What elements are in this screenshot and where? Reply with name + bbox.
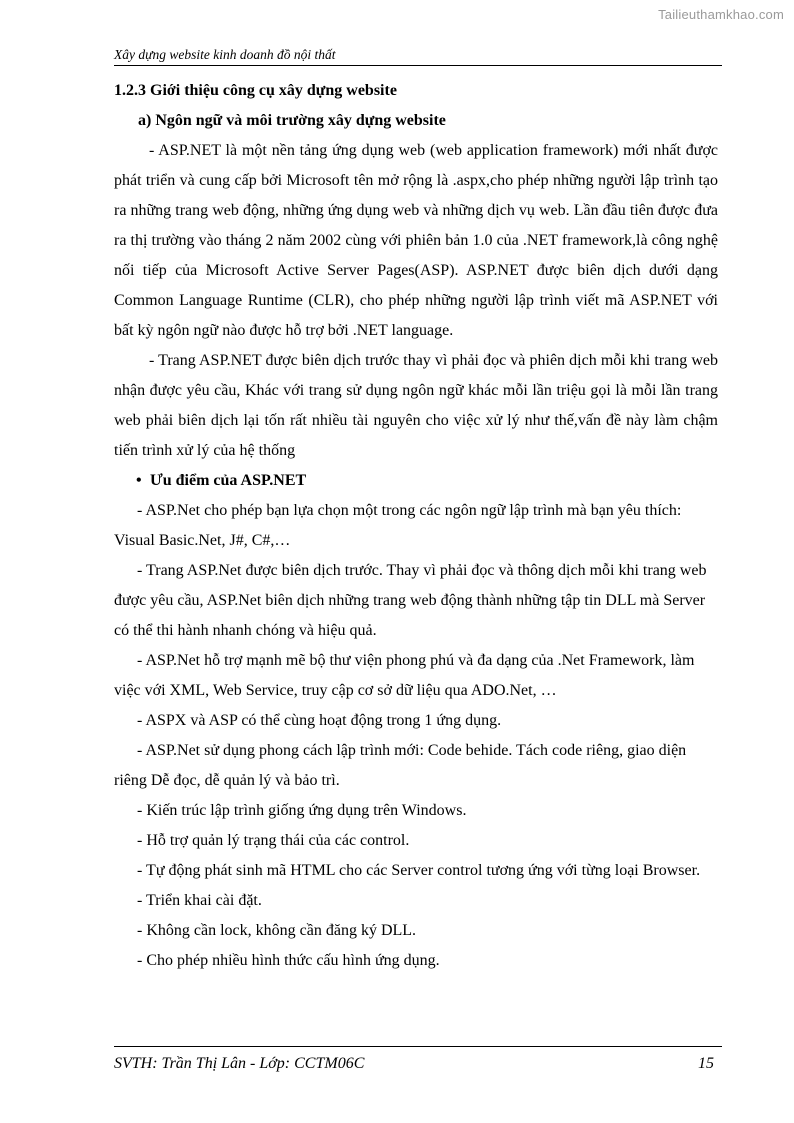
paragraph-aspnet-compile: - Trang ASP.NET được biên dịch trước thay vì phải đọc và phiên dịch mỗi khi trang web nhận được yêu cầu, Khác với trang sử dụng ngôn ngữ khác mỗi lần triệu gọi là mỗi lần trang web phải biên dịch lại tốn rất nhiều tài nguyên cho việc xử lý như thế,vấn đề này làm chậm tiến trình xử lý của hệ thống xyxy=(114,352,718,459)
list-item: - Trang ASP.Net được biên dịch trước. Thay vì phải đọc và thông dịch mỗi khi trang web được yêu cầu, ASP.Net biên dịch những trang web động thành những tập tin DLL mà Server có thể thi hành nhanh chóng và hiệu quả. xyxy=(114,562,707,639)
list-item: - Kiến trúc lập trình giống ứng dụng trên Windows. xyxy=(137,802,467,819)
section-heading: 1.2.3 Giới thiệu công cụ xây dựng website xyxy=(114,82,397,99)
list-item: - ASP.Net hỗ trợ mạnh mẽ bộ thư viện phong phú và đa dạng của .Net Framework, làm việc với XML, Web Service, truy cập cơ sở dữ liệu qua ADO.Net, … xyxy=(114,652,695,699)
list-item: - Triển khai cài đặt. xyxy=(137,892,262,909)
page-footer xyxy=(114,1046,722,1073)
document-body xyxy=(114,76,718,976)
subsection-heading: a) Ngôn ngữ và môi trường xây dựng website xyxy=(138,112,446,129)
paragraph-aspnet-intro: - ASP.NET là một nền tảng ứng dụng web (web application framework) mới nhất được phát triển và cung cấp bởi Microsoft tên mở rộng là .aspx,cho phép những người lập trình tạo ra những trang web động, những ứng dụng web và những dịch vụ web. Lần đầu tiên được đưa ra thị trường vào tháng 2 năm 2002 cùng với phiên bản 1.0 của .NET framework,là công nghệ nối tiếp của Microsoft Active Server Pages(ASP). ASP.NET được biên dịch dưới dạng Common Language Runtime (CLR), cho phép những người lập trình viết mã ASP.NET với bất kỳ ngôn ngữ nào được hỗ trợ bởi .NET language. xyxy=(114,142,718,339)
list-item: - Cho phép nhiều hình thức cấu hình ứng dụng. xyxy=(137,952,440,969)
list-item: - ASP.Net sử dụng phong cách lập trình mới: Code behide. Tách code riêng, giao diện riêng Dễ đọc, dễ quản lý và bảo trì. xyxy=(114,742,687,789)
list-item: - Tự động phát sinh mã HTML cho các Server control tương ứng với từng loại Browser. xyxy=(137,862,701,879)
list-item: - Không cần lock, không cần đăng ký DLL. xyxy=(137,922,417,939)
list-item: - ASP.Net cho phép bạn lựa chọn một trong các ngôn ngữ lập trình mà bạn yêu thích: Visual Basic.Net, J#, C#,… xyxy=(114,502,682,549)
footer-author: SVTH: Trần Thị Lân - Lớp: CCTM06C xyxy=(114,1055,365,1072)
list-item: - ASPX và ASP có thể cùng hoạt động trong 1 ứng dụng. xyxy=(137,712,502,729)
watermark-text: Tailieuthamkhao.com xyxy=(658,7,784,22)
advantages-heading xyxy=(114,466,718,496)
page-header: Xây dựng website kinh doanh đồ nội thất xyxy=(114,47,722,66)
list-item: - Hỗ trợ quản lý trạng thái của các control. xyxy=(137,832,410,849)
page-number: 15 xyxy=(698,1055,714,1072)
bullet-icon: • xyxy=(136,472,142,489)
advantages-heading-text: Ưu điểm của ASP.NET xyxy=(150,472,307,489)
